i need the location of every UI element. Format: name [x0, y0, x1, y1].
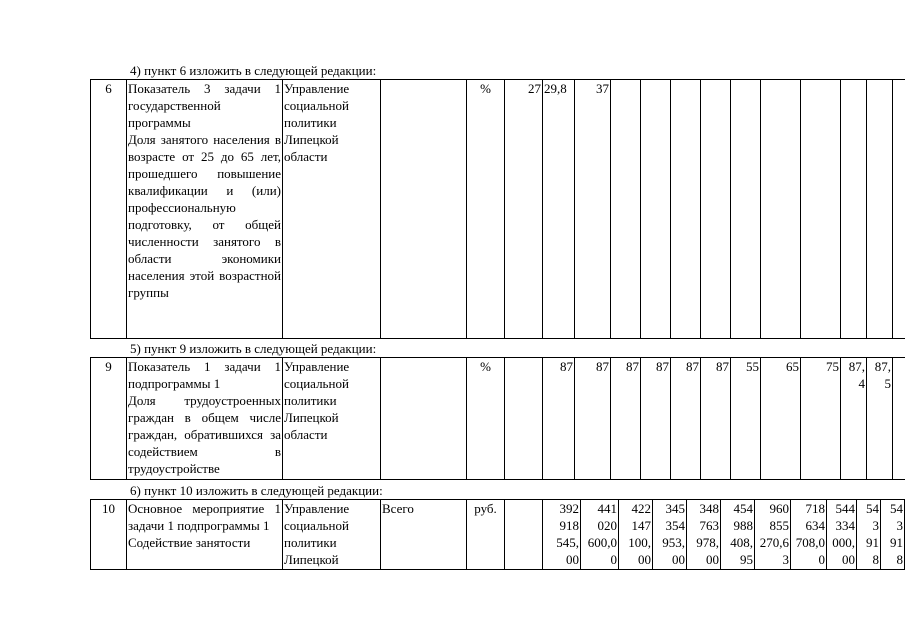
amendment-note-item-9: 5) пункт 9 изложить в следующей редакции:	[130, 341, 377, 356]
funding-source	[381, 358, 467, 480]
responsible-executor: Управление социальной политики Липецкой	[283, 500, 381, 570]
value-cell	[731, 80, 761, 339]
row-number: 6	[91, 80, 127, 339]
funding-source	[381, 80, 467, 339]
value-cell	[641, 80, 671, 339]
value-cell: 54 3 91 8	[881, 500, 905, 570]
value-cell: 75	[801, 358, 841, 480]
value-cell	[893, 358, 905, 480]
value-cell: 55	[731, 358, 761, 480]
table-row-9	[90, 357, 905, 480]
value-cell	[505, 500, 543, 570]
value-cell	[701, 80, 731, 339]
indicator-name: Основное мероприятие 1 задачи 1 подпрограммы 1 Содействие занятости	[127, 500, 283, 570]
indicator-name: Показатель 3 задачи 1 государственной программы Доля занятого населения в возрасте от 25 до 65 лет, прошедшего повышение квалификации и (или) профессиональную подготовку, от общей численности занятого в области экономики населения этой возрастной группы	[127, 80, 283, 339]
value-cell	[761, 80, 801, 339]
value-cell	[505, 358, 543, 480]
value-cell: 87, 5	[867, 358, 893, 480]
value-cell: 37	[575, 80, 611, 339]
unit: руб.	[467, 500, 505, 570]
value-cell: 348 763 978, 00	[687, 500, 721, 570]
unit: %	[467, 358, 505, 480]
value-cell	[611, 80, 641, 339]
row-number: 9	[91, 358, 127, 480]
value-cell: 54 3 91 8	[857, 500, 881, 570]
amendment-note-item-10: 6) пункт 10 изложить в следующей редакции:	[130, 483, 383, 498]
value-cell: 27	[505, 80, 543, 339]
value-cell	[867, 80, 893, 339]
unit: %	[467, 80, 505, 339]
value-cell: 422 147 100, 00	[619, 500, 653, 570]
table-row-10	[90, 499, 905, 570]
indicator-name: Показатель 1 задачи 1 подпрограммы 1 Доля трудоустроенных граждан в общем числе граждан, обратившихся за содействием в трудоустройстве	[127, 358, 283, 480]
value-cell: 392 918 545, 00	[543, 500, 581, 570]
value-cell	[801, 80, 841, 339]
value-cell: 345 354 953, 00	[653, 500, 687, 570]
value-cell: 29,8	[543, 80, 575, 339]
value-cell: 544 334 000, 00	[827, 500, 857, 570]
table-row-6	[90, 79, 905, 339]
value-cell	[893, 80, 905, 339]
amendment-note-item-6: 4) пункт 6 изложить в следующей редакции:	[130, 63, 377, 78]
row-number: 10	[91, 500, 127, 570]
value-cell: 87, 4	[841, 358, 867, 480]
responsible-executor: Управление социальной политики Липецкой области	[283, 80, 381, 339]
responsible-executor: Управление социальной политики Липецкой области	[283, 358, 381, 480]
value-cell: 87	[671, 358, 701, 480]
value-cell: 87	[641, 358, 671, 480]
value-cell: 441 020 600,0 0	[581, 500, 619, 570]
value-cell: 960 855 270,6 3	[755, 500, 791, 570]
value-cell: 87	[611, 358, 641, 480]
funding-source: Всего	[381, 500, 467, 570]
value-cell: 454 988 408, 95	[721, 500, 755, 570]
value-cell: 87	[701, 358, 731, 480]
value-cell	[671, 80, 701, 339]
value-cell: 718 634 708,0 0	[791, 500, 827, 570]
value-cell	[841, 80, 867, 339]
value-cell: 65	[761, 358, 801, 480]
value-cell: 87	[543, 358, 575, 480]
value-cell: 87	[575, 358, 611, 480]
